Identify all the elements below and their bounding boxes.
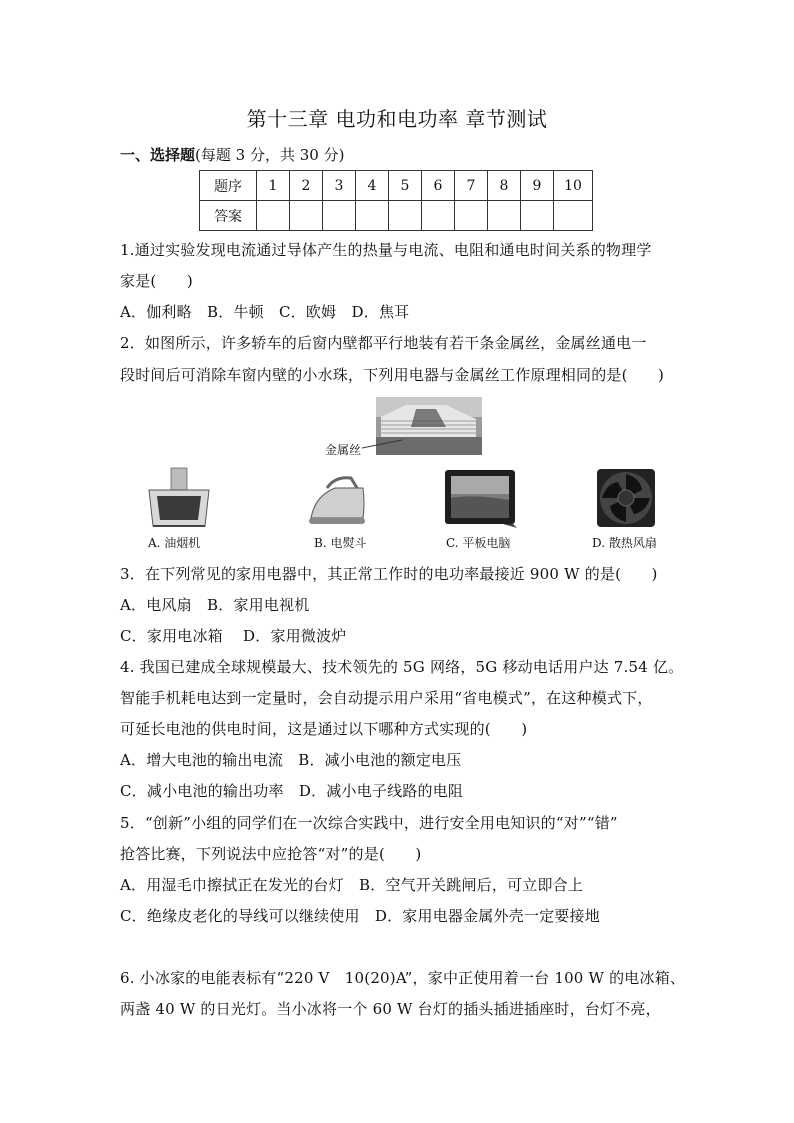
q3-options: C．家用电冰箱 D．家用微波炉 bbox=[120, 627, 347, 645]
q1-text-line: 1.通过实验发现电流通过导体产生的热量与电流、电阻和通电时间关系的物理学 bbox=[120, 241, 652, 259]
question-number-cell: 6 bbox=[422, 171, 455, 201]
answer-cell[interactable] bbox=[488, 201, 521, 231]
answer-table bbox=[199, 170, 593, 231]
tablet-computer-image bbox=[443, 468, 519, 530]
question-number-cell: 7 bbox=[455, 171, 488, 201]
q3-text-line: 3．在下列常见的家用电器中，其正常工作时的电功率最接近 900 W 的是( ) bbox=[120, 565, 658, 583]
q5-text-line: 5．“创新”小组的同学们在一次综合实践中，进行安全用电知识的“对”“错” bbox=[120, 814, 618, 832]
metal-wire-pointer-line bbox=[362, 438, 404, 452]
question-number-cell: 1 bbox=[257, 171, 290, 201]
q4-text-line: 智能手机耗电达到一定量时，会自动提示用户采用“省电模式”，在这种模式下， bbox=[120, 689, 653, 707]
cooling-fan-image bbox=[596, 468, 656, 528]
option-d-label: D. 散热风扇 bbox=[592, 536, 657, 550]
answer-cell[interactable] bbox=[356, 201, 389, 231]
q6-text-line: 两盏 40 W 的日光灯。当小冰将一个 60 W 台灯的插头插进插座时，台灯不亮， bbox=[120, 1000, 661, 1018]
answer-table-number-row bbox=[200, 171, 593, 201]
question-number-cell: 8 bbox=[488, 171, 521, 201]
question-number-cell: 10 bbox=[554, 171, 593, 201]
q1-options: A．伽利略 B．牛顿 C．欧姆 D．焦耳 bbox=[120, 303, 410, 321]
range-hood-image bbox=[143, 466, 215, 532]
q5-options: C．绝缘皮老化的导线可以继续使用 D．家用电器金属外壳一定要接地 bbox=[120, 907, 600, 925]
answer-cell[interactable] bbox=[323, 201, 356, 231]
answer-cell[interactable] bbox=[521, 201, 554, 231]
q4-text-line: 4. 我国已建成全球规模最大、技术领先的 5G 网络，5G 移动电话用户达 7.54 亿。 bbox=[120, 658, 684, 676]
question-number-cell: 4 bbox=[356, 171, 389, 201]
answer-cell[interactable] bbox=[455, 201, 488, 231]
q4-options: A．增大电池的输出电流 B．减小电池的额定电压 bbox=[120, 751, 462, 769]
section-heading bbox=[120, 144, 344, 165]
option-c-label: C. 平板电脑 bbox=[446, 536, 511, 550]
q2-text-line: 2．如图所示，许多轿车的后窗内壁都平行地装有若干条金属丝，金属丝通电一 bbox=[120, 334, 647, 352]
q5-text-line: 抢答比赛，下列说法中应抢答“对”的是( ) bbox=[120, 845, 422, 863]
section-note: (每题 3 分，共 30 分) bbox=[195, 146, 345, 164]
q4-options: C．减小电池的输出功率 D．减小电子线路的电阻 bbox=[120, 782, 464, 800]
answer-table-answer-row bbox=[200, 201, 593, 231]
q3-options: A．电风扇 B．家用电视机 bbox=[120, 596, 310, 614]
page-title: 第十三章 电功和电功率 章节测试 bbox=[246, 107, 548, 131]
answer-cell[interactable] bbox=[290, 201, 323, 231]
q5-options: A．用湿毛巾擦拭正在发光的台灯 B．空气开关跳闸后，可立即合上 bbox=[120, 876, 584, 894]
question-number-cell: 2 bbox=[290, 171, 323, 201]
answer-cell[interactable] bbox=[422, 201, 455, 231]
q1-text-line: 家是( ) bbox=[120, 272, 193, 290]
question-number-cell: 5 bbox=[389, 171, 422, 201]
option-b-label: B. 电熨斗 bbox=[314, 536, 367, 550]
metal-wire-label: 金属丝 bbox=[325, 443, 362, 457]
option-a-label: A. 油烟机 bbox=[148, 536, 201, 550]
q6-text-line: 6. 小冰家的电能表标有“220 V 10(20)A”，家中正使用着一台 100 W 的电冰箱、 bbox=[120, 969, 686, 987]
answer-cell[interactable] bbox=[389, 201, 422, 231]
question-number-cell: 3 bbox=[323, 171, 356, 201]
answer-table-row-label: 题序 bbox=[200, 171, 257, 201]
q2-text-line: 段时间后可消除车窗内壁的小水珠，下列用电器与金属丝工作原理相同的是( ) bbox=[120, 366, 665, 384]
question-number-cell: 9 bbox=[521, 171, 554, 201]
answer-cell[interactable] bbox=[554, 201, 593, 231]
answer-cell[interactable] bbox=[257, 201, 290, 231]
electric-iron-image bbox=[305, 474, 369, 530]
answer-table-row-label: 答案 bbox=[200, 201, 257, 231]
q4-text-line: 可延长电池的供电时间，这是通过以下哪种方式实现的( ) bbox=[120, 720, 528, 738]
section-title: 一、选择题 bbox=[120, 146, 196, 164]
